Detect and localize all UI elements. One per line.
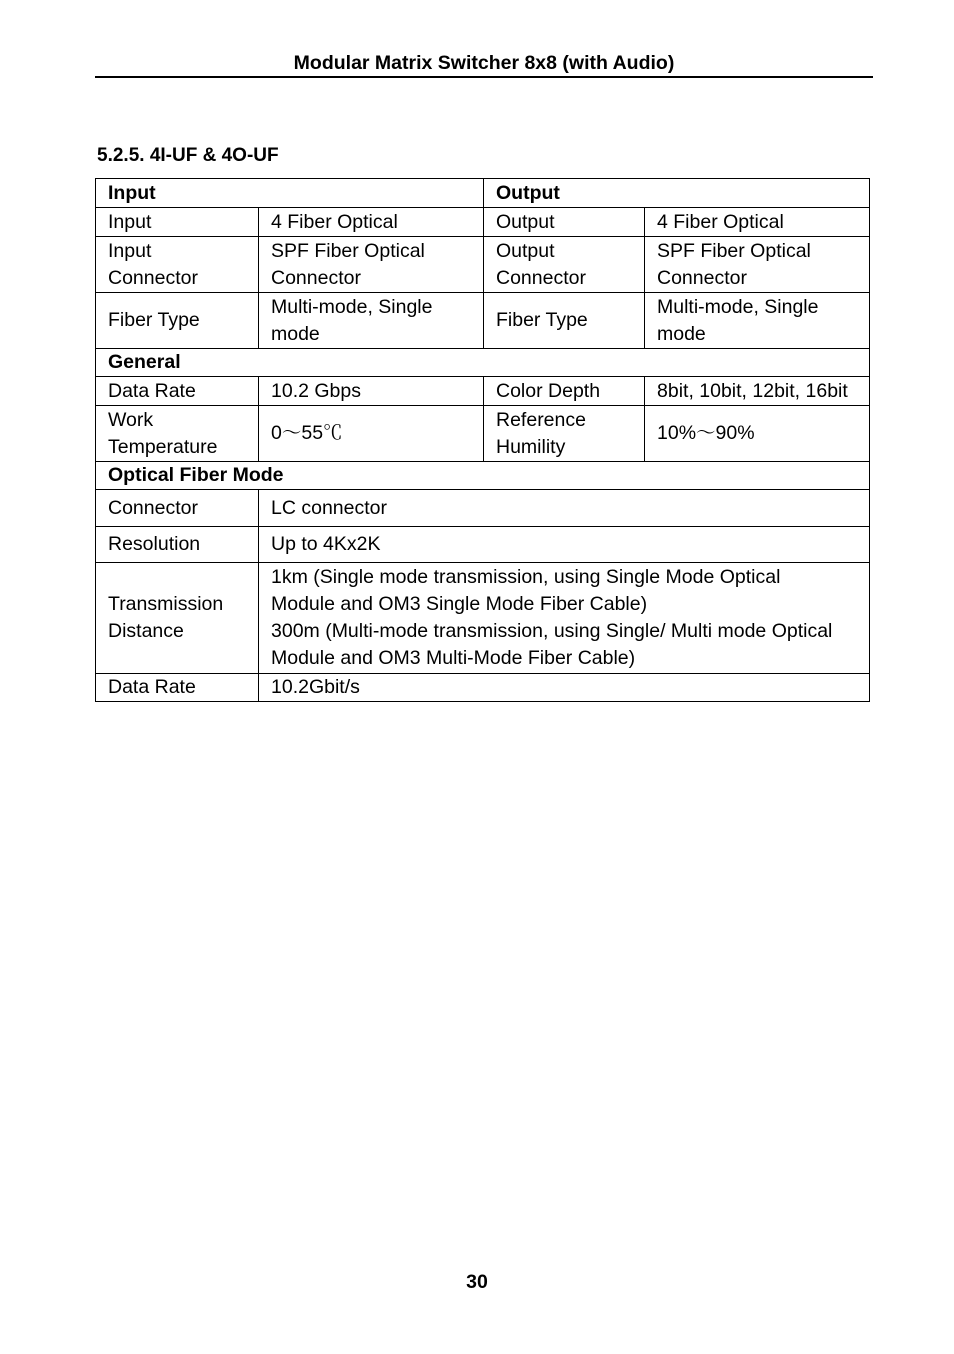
table-cell: Fiber Type bbox=[484, 293, 645, 349]
cell-line: Multi-mode, Single bbox=[657, 295, 819, 318]
cell-line: Temperature bbox=[108, 435, 218, 458]
table-row bbox=[96, 462, 870, 490]
table-cell bbox=[96, 406, 259, 462]
table-cell bbox=[259, 293, 484, 349]
table-row bbox=[96, 179, 870, 208]
table-row bbox=[96, 349, 870, 377]
table-cell bbox=[96, 237, 259, 293]
cell-line: Distance bbox=[108, 620, 184, 642]
table-cell: Resolution bbox=[96, 527, 259, 563]
table-row bbox=[96, 674, 870, 702]
cell-line: Connector bbox=[271, 266, 361, 289]
running-header: Modular Matrix Switcher 8x8 (with Audio) bbox=[293, 52, 675, 74]
optical-header: Optical Fiber Mode bbox=[96, 462, 870, 490]
cell-line: Module and OM3 Single Mode Fiber Cable) bbox=[271, 593, 648, 615]
table-cell bbox=[484, 237, 645, 293]
output-header: Output bbox=[484, 179, 870, 208]
cell-line: 1km (Single mode transmission, using Single Mode Optical bbox=[271, 566, 781, 588]
table-row bbox=[96, 293, 870, 349]
page-number: 30 bbox=[466, 1271, 488, 1293]
table-cell bbox=[259, 237, 484, 293]
table-cell: LC connector bbox=[259, 490, 870, 527]
cell-line: Connector bbox=[496, 266, 586, 289]
table-row bbox=[96, 237, 870, 293]
table-row bbox=[96, 208, 870, 237]
cell-line: Transmission bbox=[108, 593, 224, 615]
cell-line: Input bbox=[108, 239, 152, 262]
table-cell: Up to 4Kx2K bbox=[259, 527, 870, 563]
table-cell bbox=[259, 563, 870, 674]
table-cell bbox=[96, 563, 259, 674]
table-cell: 4 Fiber Optical bbox=[259, 208, 484, 237]
spec-table bbox=[95, 178, 870, 702]
table-cell bbox=[484, 406, 645, 462]
cell-line: mode bbox=[271, 322, 320, 345]
cell-line: Reference bbox=[496, 408, 586, 431]
cell-line: Multi-mode, Single bbox=[271, 295, 433, 318]
cell-line: Module and OM3 Multi-Mode Fiber Cable) bbox=[271, 647, 636, 669]
table-cell: Connector bbox=[96, 490, 259, 527]
table-cell: Data Rate bbox=[96, 674, 259, 702]
cell-line: 300m (Multi-mode transmission, using Single/ Multi mode Optical bbox=[271, 620, 833, 642]
table-cell: 10.2Gbit/s bbox=[259, 674, 870, 702]
table-row bbox=[96, 563, 870, 674]
table-cell: 0～55℃ bbox=[259, 406, 484, 462]
section-title: 5.2.5. 4I-UF & 4O-UF bbox=[97, 145, 279, 166]
table-cell bbox=[645, 293, 870, 349]
cell-line: Connector bbox=[657, 266, 747, 289]
cell-line: mode bbox=[657, 322, 706, 345]
table-cell: Color Depth bbox=[484, 377, 645, 406]
table-cell bbox=[645, 237, 870, 293]
table-row bbox=[96, 377, 870, 406]
input-header: Input bbox=[96, 179, 484, 208]
table-row bbox=[96, 406, 870, 462]
table-cell: 8bit, 10bit, 12bit, 16bit bbox=[645, 377, 870, 406]
table-row bbox=[96, 527, 870, 563]
cell-line: Work bbox=[108, 408, 154, 431]
general-header: General bbox=[96, 349, 870, 377]
table-cell: 10%～90% bbox=[645, 406, 870, 462]
table-cell: Input bbox=[96, 208, 259, 237]
cell-line: Output bbox=[496, 239, 555, 262]
table-cell: Fiber Type bbox=[96, 293, 259, 349]
cell-line: SPF Fiber Optical bbox=[271, 239, 425, 262]
cell-line: Humility bbox=[496, 435, 566, 458]
cell-line: SPF Fiber Optical bbox=[657, 239, 811, 262]
table-row bbox=[96, 490, 870, 527]
table-cell: Output bbox=[484, 208, 645, 237]
table-cell: 10.2 Gbps bbox=[259, 377, 484, 406]
cell-line: Connector bbox=[108, 266, 198, 289]
header-rule bbox=[95, 76, 873, 78]
table-cell: Data Rate bbox=[96, 377, 259, 406]
table-cell: 4 Fiber Optical bbox=[645, 208, 870, 237]
